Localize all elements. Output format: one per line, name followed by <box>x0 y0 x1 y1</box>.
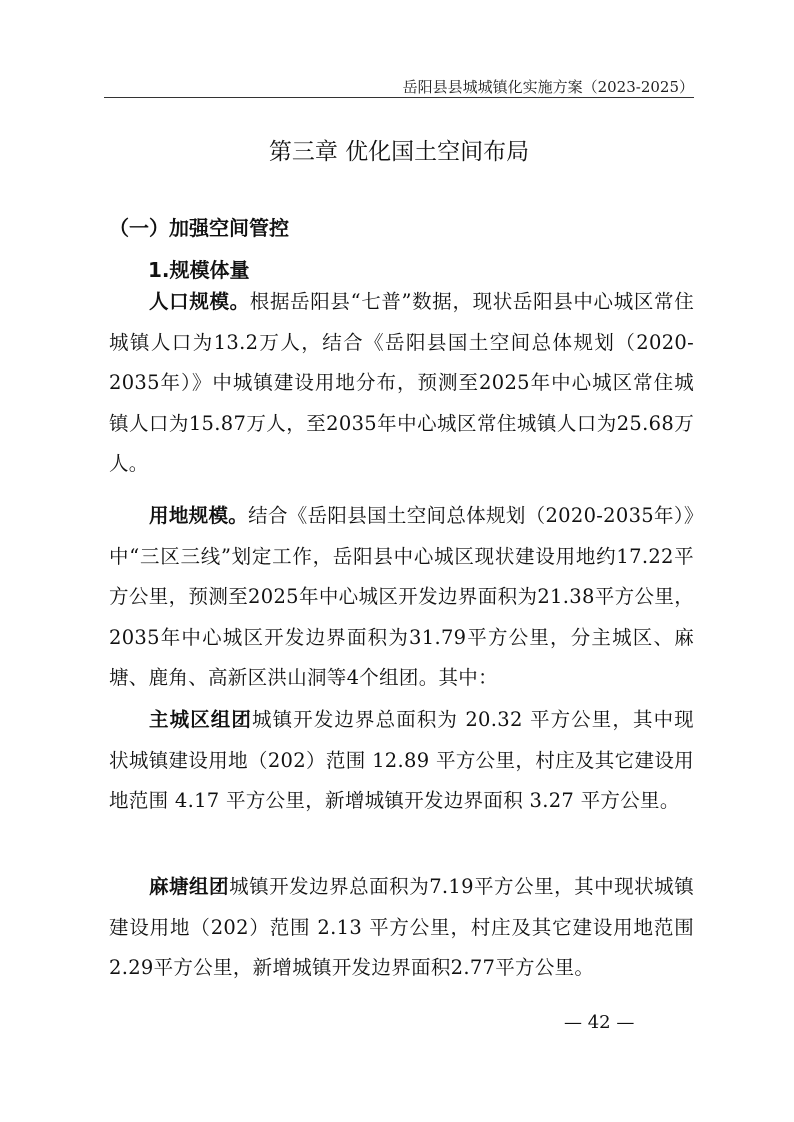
running-header: 岳阳县县城城镇化实施方案（2023-2025） <box>402 78 694 96</box>
chapter-title: 第三章 优化国土空间布局 <box>268 139 530 165</box>
paragraph-lead: 用地规模。 <box>149 504 249 527</box>
paragraph-text: 城镇开发边界总面积为7.19平方公里，其中现状城镇建设用地（202）范围 2.13 平方公里，村庄及其它建设用地范围2.29平方公里，新增城镇开发边界面积2.77平方公里。 <box>109 875 694 980</box>
page-number: — 42 — <box>564 1012 635 1033</box>
paragraph-text: 城镇开发边界总面积为 20.32 平方公里，其中现状城镇建设用地（202）范围 12.89 平方公里，村庄及其它建设用地范围 4.17 平方公里，新增城镇开发边界面积 3.27 平方公里。 <box>109 708 694 813</box>
paragraph-text: 结合《岳阳县国土空间总体规划（2020-2035年）》中“三区三线”划定工作，岳阳县中心城区现状建设用地约17.22平方公里，预测至2025年中心城区开发边界面积为21.38平方公里，2035年中心城区开发边界面积为31.79平方公里，分主城区、麻塘、鹿角、高新区洪山洞等4个组团。其中： <box>109 504 694 690</box>
section-heading: （一）加强空间管控 <box>109 216 289 240</box>
sub-heading: 1.规模体量 <box>148 258 250 282</box>
paragraph-lead: 人口规模。 <box>149 290 250 313</box>
paragraph-lead: 主城区组团 <box>149 708 253 731</box>
paragraph-population <box>109 282 694 485</box>
paragraph-matang <box>109 867 694 989</box>
paragraph-main-district <box>109 700 694 822</box>
paragraph-text: 根据岳阳县“七普”数据，现状岳阳县中心城区常住城镇人口为13.2万人，结合《岳阳县国土空间总体规划（2020-2035年）》中城镇建设用地分布，预测至2025年中心城区常住城镇人口为15.87万人，至2035年中心城区常住城镇人口为25.68万人。 <box>109 290 694 476</box>
paragraph-lead: 麻塘组团 <box>149 875 230 898</box>
header-rule <box>104 97 694 98</box>
paragraph-land-use <box>109 496 694 699</box>
